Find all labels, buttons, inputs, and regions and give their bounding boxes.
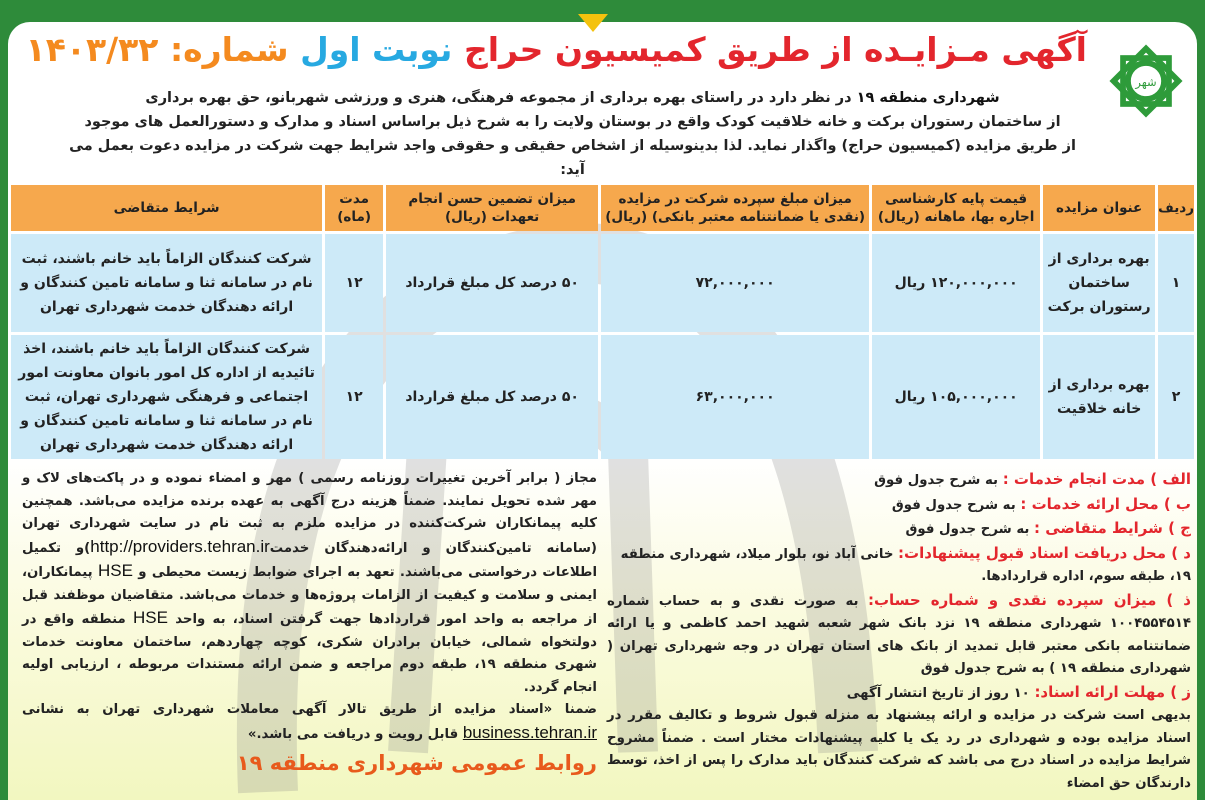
col-guarantee: میزان تضمین حسن انجام تعهدات (ریال) bbox=[386, 185, 598, 231]
hse-text: HSE bbox=[98, 561, 133, 580]
text-span: قابل رویت و دریافت می باشد.» bbox=[247, 726, 463, 742]
term-item bbox=[607, 542, 1191, 589]
cell-title: بهره برداری از خانه خلاقیت bbox=[1043, 335, 1155, 459]
terms-left-column bbox=[12, 468, 607, 795]
col-conditions: شرایط متقاضی bbox=[11, 185, 322, 231]
col-duration: مدت (ماه) bbox=[325, 185, 383, 231]
col-title: عنوان مزایده bbox=[1043, 185, 1155, 231]
term-text: ۱۰ روز از تاریخ انتشار آگهی bbox=[846, 685, 1035, 701]
tehran-municipality-logo bbox=[1105, 40, 1187, 122]
title-number: شماره: ۱۴۰۳/۳۲ bbox=[25, 30, 289, 69]
terms-right-column bbox=[607, 468, 1197, 795]
title-round: نوبت اول bbox=[300, 30, 453, 69]
table-row bbox=[11, 234, 1194, 332]
term-label: د ) محل دریافت اسناد قبول پیشنهادات: bbox=[898, 543, 1191, 562]
text-span: )و تکمیل اطلاعات درخواستی می‌باشند. تعهد به اجرای ضوابط زیست محیطی و bbox=[22, 540, 597, 580]
term-text: به شرح جدول فوق bbox=[905, 522, 1035, 537]
text-span: پیمانکاران، ایمنی و سلامت و کیفیت از الزامات پروژه‌ها و خدمات می‌باشد. متقاضیان موظفند قبل از مراجعه به واحد امور قراردادها جهت گرفتن اسناد، به واحد bbox=[22, 565, 598, 627]
text-span: مجاز ( برابر آخرین تغییرات روزنامه رسمی ) مهر و امضاء نموده و در پاکت‌های لاک و مهر شده تحویل نمایند. ضمناً هزینه درج آگهی به عهده برنده مزایده می‌باشد. همچنین کلیه پیمانکاران شرکت‌کننده در مزایده ملزم به ثبت نام در سایت شهرداری تهران (سامانه تامین‌کنندگان و ارائه‌دهندگان خدمت bbox=[22, 471, 597, 556]
term-label: الف ) مدت انجام خدمات : bbox=[1002, 470, 1191, 488]
business-link[interactable]: business.tehran.ir bbox=[462, 722, 597, 742]
term-label: ب ) محل ارائه خدمات : bbox=[1020, 494, 1191, 513]
pointer-triangle bbox=[578, 14, 608, 32]
intro-line2: از ساختمان رستوران برکت و خانه خلاقیت کودک واقع در بوستان ولایت را به شرح ذیل براساس اسناد و مدارک و دستورالعمل های موجود bbox=[84, 114, 1061, 130]
term-item bbox=[607, 517, 1191, 542]
term-item bbox=[607, 493, 1191, 518]
cell-base-price: ۱۲۰,۰۰۰,۰۰۰ ریال bbox=[872, 234, 1040, 332]
table-header bbox=[11, 185, 1194, 231]
col-base-price: قیمت پایه کارشناسی اجاره بها، ماهانه (ریال) bbox=[872, 185, 1040, 231]
auction-table bbox=[8, 182, 1197, 462]
public-relations-signature: روابط عمومی شهرداری منطقه ۱۹ bbox=[236, 751, 597, 775]
intro-line1: در نظر دارد در راستای بهره برداری از مجموعه فرهنگی، هنری و ورزشی شهربانو، حق بهره برداری bbox=[145, 90, 857, 106]
cell-base-price: ۱۰۵,۰۰۰,۰۰۰ ریال bbox=[872, 335, 1040, 459]
term-text: خانی آباد نو، بلوار میلاد، شهرداری منطقه ۱۹، طبقه سوم، اداره قراردادها. bbox=[620, 546, 1191, 584]
col-deposit: میزان مبلغ سپرده شرکت در مزایده (نقدی یا ضمانتنامه معتبر بانکی) (ریال) bbox=[601, 185, 869, 231]
cell-duration: ۱۲ bbox=[325, 335, 383, 459]
term-text: به صورت نقدی و به حساب شماره ۱۰۰۴۵۵۴۵۱۴ شهرداری منطقه ۱۹ نزد بانک شهر شعبه شهید احمد کاظمی و یا ارائه ضمانتنامه بانکی معتبر قابل تمدید از بانک های استان تهران در وجه شهرداری تهران ( شهرداری منطقه ۱۹ ) به شرح جدول فوق bbox=[607, 593, 1192, 676]
documents-paragraph bbox=[22, 699, 597, 746]
auction-notice bbox=[8, 22, 1197, 800]
term-text: به شرح جدول فوق bbox=[891, 497, 1021, 513]
closing-paragraph: بدیهی است شرکت در مزایده و ارائه پیشنهاد به منزله قبول شروط و تکالیف مقرر در اسناد مزایده بوده و شهرداری در رد یک یا کلیه پیشنهادات مختار است . ضمناً مشروح شرایط مزایده در اسناد درج می باشد که شرکت کنندگان باید مدارک را پس از اخذ، توسط دارندگان حق امضاء bbox=[607, 708, 1191, 791]
term-label: ز ) مهلت ارائه اسناد: bbox=[1034, 682, 1191, 701]
table-row bbox=[11, 335, 1194, 459]
svg-text:شهر: شهر bbox=[1135, 74, 1157, 89]
intro-text bbox=[58, 86, 1087, 182]
term-item bbox=[607, 468, 1191, 493]
terms-section bbox=[8, 468, 1197, 795]
cell-conditions: شرکت کنندگان الزاماً باید خانم باشند، اخذ تائیدیه از اداره کل امور بانوان معاونت امور اجتماعی و فرهنگی شهرداری تهران، ثبت نام در سامانه ثنا و سامانه تامین کنندگان و ارائه دهندگان خدمت شهرداری تهران bbox=[11, 335, 322, 459]
cell-deposit: ۷۲,۰۰۰,۰۰۰ bbox=[601, 234, 869, 332]
cell-guarantee: ۵۰ درصد کل مبلغ قرارداد bbox=[386, 234, 598, 332]
cell-guarantee: ۵۰ درصد کل مبلغ قرارداد bbox=[386, 335, 598, 459]
cell-conditions: شرکت کنندگان الزاماً باید خانم باشند، ثبت نام در سامانه ثنا و سامانه تامین کنندگان و ارائه دهندگان خدمت شهرداری تهران bbox=[11, 234, 322, 332]
cell-row: ۱ bbox=[1158, 234, 1194, 332]
term-label: ج ) شرایط متقاضی : bbox=[1034, 519, 1191, 537]
providers-link[interactable]: http://providers.tehran.ir bbox=[90, 536, 270, 556]
title-main: آگهی مـزایـده از طریق کمیسیون حراج bbox=[463, 30, 1087, 69]
term-text: به شرح جدول فوق bbox=[874, 473, 1003, 488]
cell-title: بهره برداری از ساختمان رستوران برکت bbox=[1043, 234, 1155, 332]
term-item bbox=[607, 589, 1191, 681]
text-span: ضمنا «اسناد مزایده از طریق تالار آگهی معاملات شهرداری تهران به نشانی bbox=[22, 702, 597, 717]
col-row: ردیف bbox=[1158, 185, 1194, 231]
intro-org: شهرداری منطقه ۱۹ bbox=[856, 90, 1000, 106]
hse-text: HSE bbox=[133, 608, 168, 627]
cell-deposit: ۶۳,۰۰۰,۰۰۰ bbox=[601, 335, 869, 459]
left-paragraph bbox=[22, 468, 597, 699]
text-span: منطقه واقع در دولتخواه شمالی، خیابان برادران شکری، کوچه چهاردهم، ساختمان معاونت خدمات شهری منطقه ۱۹، طبقه دوم مراجعه و ضمن ارائه مستندات مربوطه ، ارزیابی اولیه انجام گردد. bbox=[22, 612, 597, 695]
notice-title bbox=[26, 30, 1087, 69]
cell-row: ۲ bbox=[1158, 335, 1194, 459]
cell-duration: ۱۲ bbox=[325, 234, 383, 332]
term-item bbox=[607, 681, 1191, 706]
term-label: ذ ) میزان سپرده نقدی و شماره حساب: bbox=[867, 590, 1191, 609]
intro-line3: از طریق مزایده (کمیسیون حراج) واگذار نماید. لذا بدینوسیله از اشخاص حقیقی و حقوقی واجد شرایط جهت شرکت در مزایده دعوت بعمل می آید: bbox=[69, 138, 1076, 178]
